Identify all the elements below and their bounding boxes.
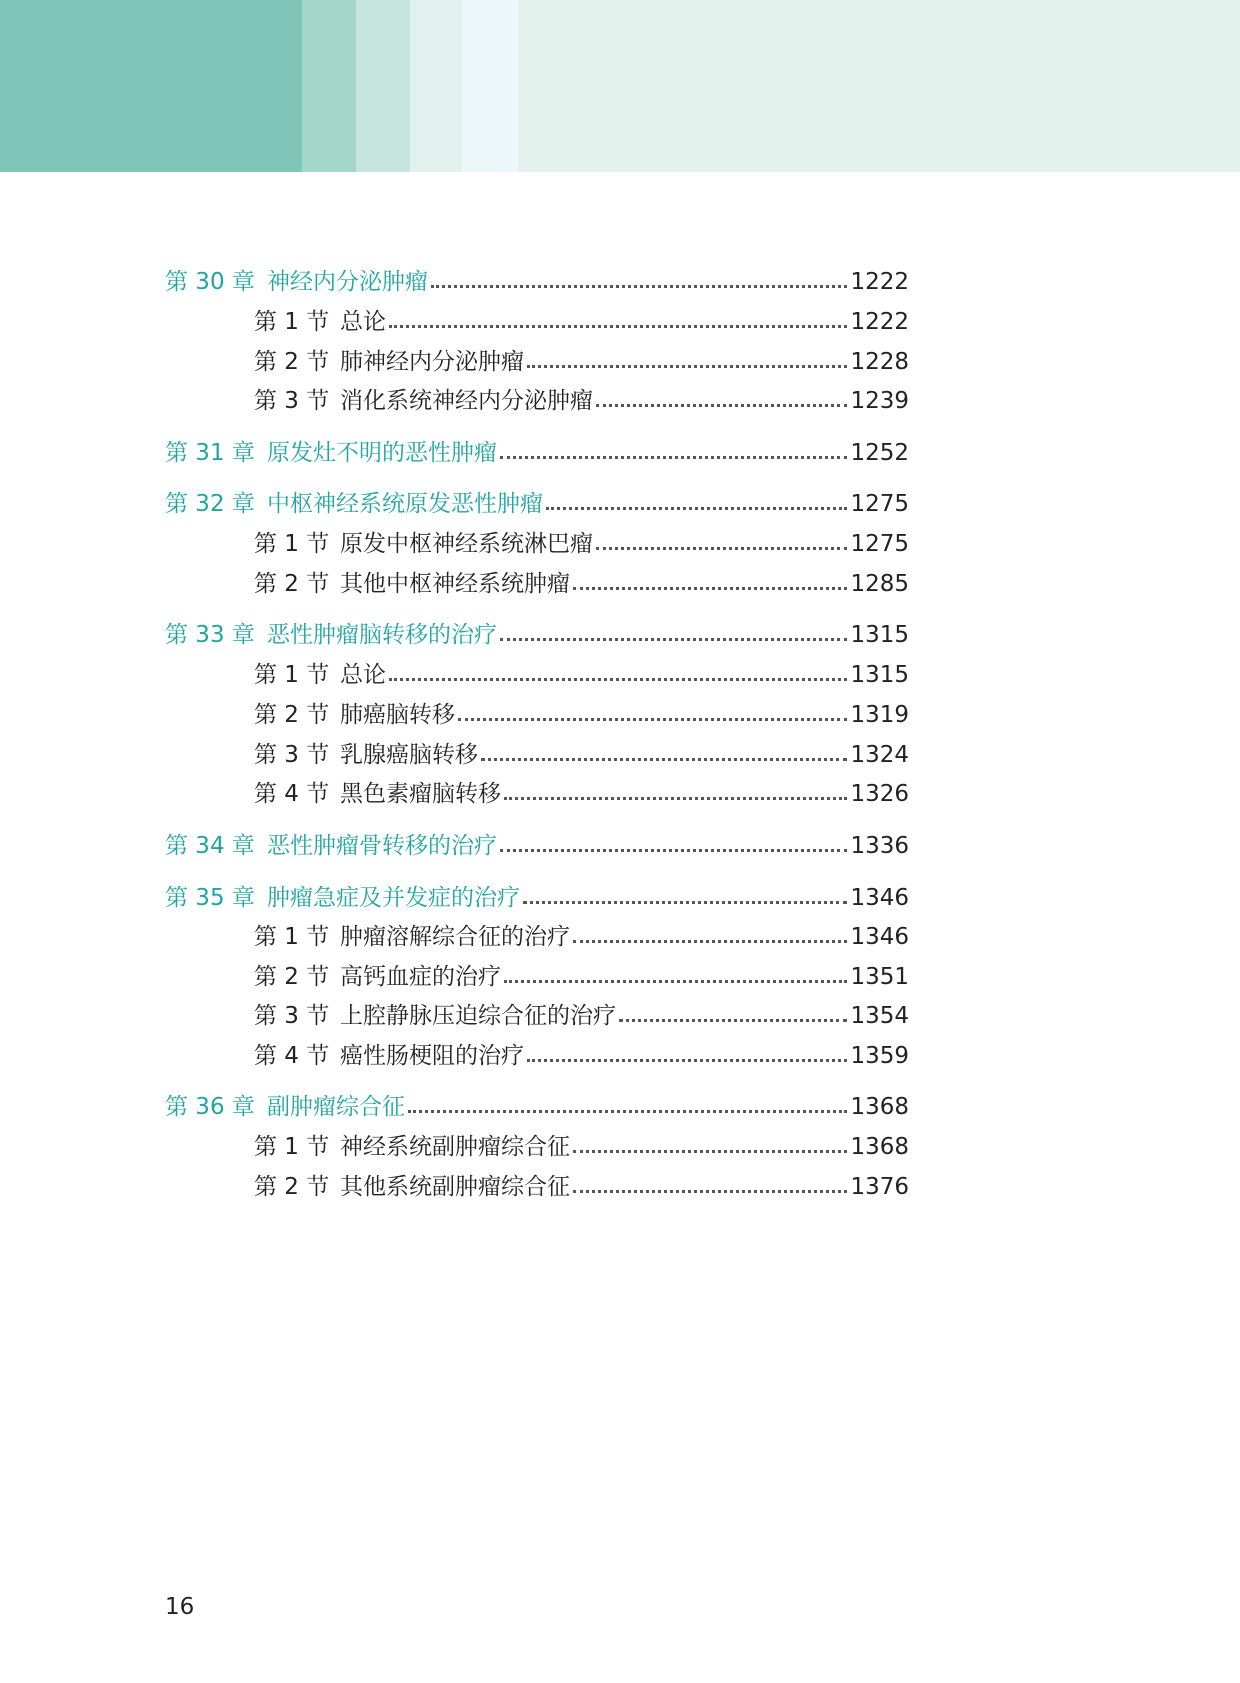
page-reference: 1239	[850, 388, 909, 414]
chapter-title: 副肿瘤综合征	[267, 1094, 405, 1120]
dot-leader	[527, 365, 847, 368]
toc-chapter-entry[interactable]	[165, 265, 909, 299]
page-reference: 1222	[850, 269, 909, 295]
header-band-segment	[462, 0, 518, 172]
dot-leader	[527, 1059, 847, 1062]
section-number: 第 2 节	[254, 1174, 330, 1200]
page-reference: 1336	[850, 833, 909, 859]
section-title: 其他系统副肿瘤综合征	[340, 1174, 570, 1200]
dot-leader	[408, 1110, 847, 1113]
chapter-title: 神经内分泌肿瘤	[267, 269, 428, 295]
dot-leader	[573, 940, 847, 943]
toc-section-entry[interactable]	[254, 920, 909, 954]
toc-section-entry[interactable]	[254, 1170, 909, 1204]
page-reference: 1376	[850, 1174, 909, 1200]
dot-leader	[523, 901, 847, 904]
page-reference: 1285	[850, 571, 909, 597]
section-title: 肿瘤溶解综合征的治疗	[340, 924, 570, 950]
chapter-number: 第 33 章	[165, 622, 255, 648]
dot-leader	[389, 678, 847, 681]
section-title: 消化系统神经内分泌肿瘤	[340, 388, 593, 414]
header-band-segment	[518, 0, 1240, 172]
section-title: 上腔静脉压迫综合征的治疗	[340, 1003, 616, 1029]
section-number: 第 1 节	[254, 924, 330, 950]
header-band-segment	[356, 0, 410, 172]
page-reference: 1368	[850, 1134, 909, 1160]
section-number: 第 4 节	[254, 1043, 330, 1069]
page-reference: 1319	[850, 702, 909, 728]
dot-leader	[573, 587, 847, 590]
header-band-segment	[302, 0, 356, 172]
page-reference: 1346	[850, 924, 909, 950]
dot-leader	[431, 285, 847, 288]
toc-chapter-entry[interactable]	[165, 487, 909, 521]
dot-leader	[596, 547, 847, 550]
page-reference: 1368	[850, 1094, 909, 1120]
toc-section-entry[interactable]	[254, 384, 909, 418]
toc-section-entry[interactable]	[254, 698, 909, 732]
dot-leader	[500, 456, 847, 459]
chapter-title: 恶性肿瘤脑转移的治疗	[267, 622, 497, 648]
section-title: 黑色素瘤脑转移	[340, 781, 501, 807]
page-reference: 1351	[850, 964, 909, 990]
page-reference: 1326	[850, 781, 909, 807]
section-number: 第 2 节	[254, 571, 330, 597]
toc-section-entry[interactable]	[254, 567, 909, 601]
toc-section-entry[interactable]	[254, 999, 909, 1033]
section-number: 第 4 节	[254, 781, 330, 807]
page-reference: 1354	[850, 1003, 909, 1029]
page-reference: 1275	[850, 531, 909, 557]
section-number: 第 3 节	[254, 742, 330, 768]
page-reference: 1252	[850, 440, 909, 466]
toc-chapter-entry[interactable]	[165, 1090, 909, 1124]
toc-section-entry[interactable]	[254, 1130, 909, 1164]
dot-leader	[389, 325, 847, 328]
toc-section-entry[interactable]	[254, 305, 909, 339]
header-color-band	[0, 0, 1240, 172]
section-number: 第 3 节	[254, 1003, 330, 1029]
header-band-segment	[0, 0, 302, 172]
chapter-number: 第 35 章	[165, 885, 255, 911]
page-reference: 1222	[850, 309, 909, 335]
toc-section-entry[interactable]	[254, 658, 909, 692]
section-title: 乳腺癌脑转移	[340, 742, 478, 768]
chapter-number: 第 30 章	[165, 269, 255, 295]
chapter-title: 原发灶不明的恶性肿瘤	[267, 440, 497, 466]
section-title: 癌性肠梗阻的治疗	[340, 1043, 524, 1069]
section-title: 原发中枢神经系统淋巴瘤	[340, 531, 593, 557]
section-title: 肺癌脑转移	[340, 702, 455, 728]
chapter-number: 第 34 章	[165, 833, 255, 859]
toc-section-entry[interactable]	[254, 738, 909, 772]
dot-leader	[504, 797, 847, 800]
toc-chapter-entry[interactable]	[165, 618, 909, 652]
header-band-segment	[410, 0, 462, 172]
chapter-number: 第 32 章	[165, 491, 255, 517]
toc-section-entry[interactable]	[254, 527, 909, 561]
page-reference: 1275	[850, 491, 909, 517]
section-title: 总论	[340, 309, 386, 335]
chapter-title: 中枢神经系统原发恶性肿瘤	[267, 491, 543, 517]
section-number: 第 2 节	[254, 964, 330, 990]
section-title: 总论	[340, 662, 386, 688]
toc-section-entry[interactable]	[254, 960, 909, 994]
page-reference: 1324	[850, 742, 909, 768]
dot-leader	[500, 849, 847, 852]
page-reference: 1315	[850, 622, 909, 648]
toc-chapter-entry[interactable]	[165, 829, 909, 863]
toc-section-entry[interactable]	[254, 345, 909, 379]
section-number: 第 2 节	[254, 349, 330, 375]
section-number: 第 2 节	[254, 702, 330, 728]
chapter-number: 第 36 章	[165, 1094, 255, 1120]
page-reference: 1315	[850, 662, 909, 688]
section-title: 其他中枢神经系统肿瘤	[340, 571, 570, 597]
section-number: 第 1 节	[254, 531, 330, 557]
dot-leader	[500, 638, 847, 641]
section-number: 第 1 节	[254, 309, 330, 335]
page-reference: 1228	[850, 349, 909, 375]
toc-chapter-entry[interactable]	[165, 436, 909, 470]
page-reference: 1359	[850, 1043, 909, 1069]
dot-leader	[458, 718, 847, 721]
dot-leader	[481, 758, 847, 761]
section-number: 第 1 节	[254, 662, 330, 688]
dot-leader	[573, 1150, 847, 1153]
dot-leader	[546, 507, 847, 510]
section-number: 第 3 节	[254, 388, 330, 414]
section-title: 高钙血症的治疗	[340, 964, 501, 990]
section-title: 肺神经内分泌肿瘤	[340, 349, 524, 375]
dot-leader	[573, 1190, 847, 1193]
page-reference: 1346	[850, 885, 909, 911]
chapter-title: 肿瘤急症及并发症的治疗	[267, 885, 520, 911]
dot-leader	[619, 1019, 847, 1022]
dot-leader	[596, 404, 847, 407]
dot-leader	[504, 980, 847, 983]
toc-section-entry[interactable]	[254, 1039, 909, 1073]
toc-section-entry[interactable]	[254, 777, 909, 811]
section-number: 第 1 节	[254, 1134, 330, 1160]
chapter-number: 第 31 章	[165, 440, 255, 466]
page-number: 16	[165, 1594, 195, 1620]
toc-chapter-entry[interactable]	[165, 881, 909, 915]
chapter-title: 恶性肿瘤骨转移的治疗	[267, 833, 497, 859]
section-title: 神经系统副肿瘤综合征	[340, 1134, 570, 1160]
